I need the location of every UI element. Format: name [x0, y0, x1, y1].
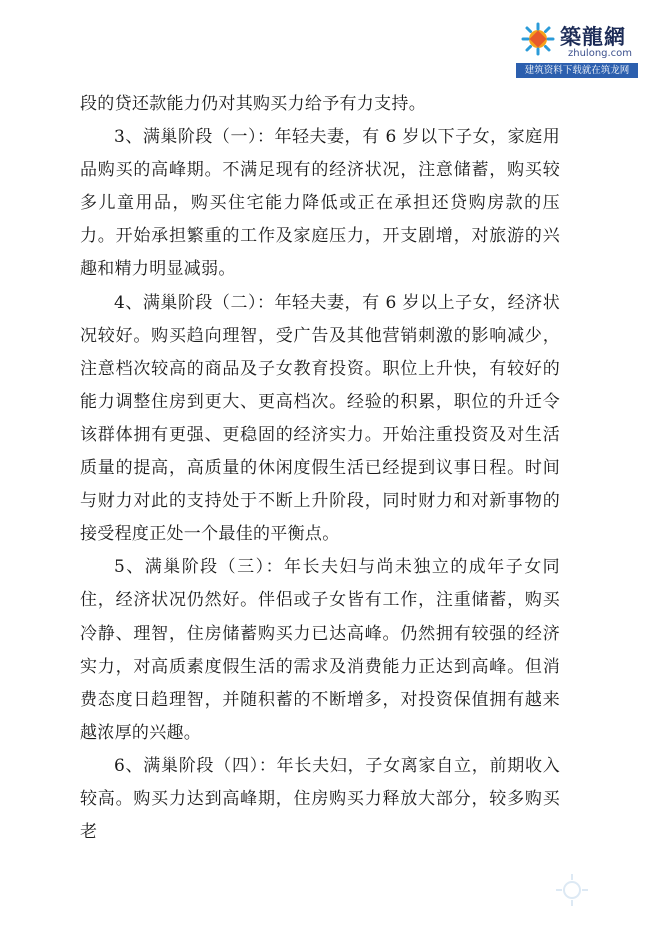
logo-slogan: 建筑资料下载就在筑龙网: [516, 63, 638, 78]
document-body: [80, 88, 560, 849]
zhulong-logo-icon: [520, 22, 556, 56]
zhulong-logo: [516, 18, 638, 78]
logo-domain: zhulong.com: [568, 48, 633, 59]
paragraph-full-nest-2: 4、满巢阶段（二）：年轻夫妻，有 6 岁以上子女，经济状况较好。购买趋向理智，受广告及其他营销刺激的影响减少，注意档次较高的商品及子女教育投资。职位上升快，有较好的能力调整住房到更大、更高档次。经验的积累，职位的升迁令该群体拥有更强、更稳固的经济实力。开始注重投资及对生活质量的提高，高质量的休闲度假生活已经提到议事日程。时间与财力对此的支持处于不断上升阶段，同时财力和对新事物的接受程度正处一个最佳的平衡点。: [80, 292, 560, 545]
paragraph-full-nest-1: 3、满巢阶段（一）：年轻夫妻，有 6 岁以下子女，家庭用品购买的高峰期。不满足现有的经济状况，注意储蓄，购买较多儿童用品，购买住宅能力降低或正在承担还贷购房款的压力。开始承担繁重的工作及家庭压力，开支剧增，对旅游的兴趣和精力明显减弱。: [80, 127, 560, 280]
paragraph-full-nest-4: 6、满巢阶段（四）：年长夫妇，子女离家自立，前期收入较高。购买力达到高峰期，住房购买力释放大部分，较多购买老: [80, 755, 560, 843]
watermark-icon: [552, 870, 592, 910]
paragraph-continuation: 段的贷还款能力仍对其购买力给予有力支持。: [80, 94, 426, 114]
logo-name: 築龍網: [560, 25, 626, 49]
paragraph-full-nest-3: 5、满巢阶段（三）：年长夫妇与尚未独立的成年子女同住，经济状况仍然好。伴侣或子女皆有工作，注重储蓄，购买冷静、理智，住房储蓄购买力已达高峰。仍然拥有较强的经济实力，对高质素度假生活的需求及消费能力正达到高峰。但消费态度日趋理智，并随积蓄的不断增多，对投资保值拥有越来越浓厚的兴趣。: [80, 557, 560, 743]
